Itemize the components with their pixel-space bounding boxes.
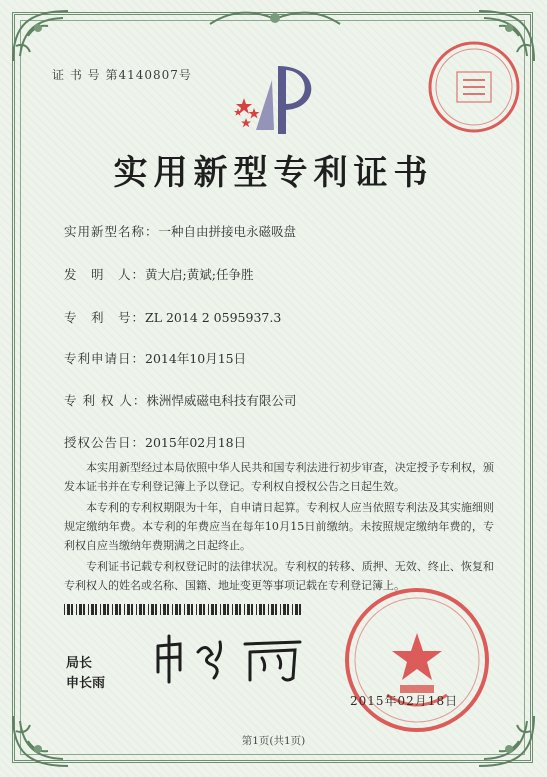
field-value: 黄大启;黄斌;任争胜 — [145, 267, 254, 282]
patent-office-logo-icon — [226, 60, 326, 140]
body-paragraph: 本实用新型经过本局依照中华人民共和国专利法进行初步审查，决定授予专利权，颁发本证书并在专利登记簿上予以登记。专利权自授权公告之日起生效。 — [64, 461, 494, 493]
signer-title: 局长 — [66, 656, 93, 671]
field-label: 专 利 权 人： — [64, 393, 147, 408]
field-label: 实用新型名称： — [64, 224, 159, 239]
signer-name: 申长雨 — [66, 676, 106, 691]
field-value: ZL 2014 2 0595937.3 — [145, 310, 282, 325]
state-ip-office-seal-icon — [342, 585, 492, 735]
top-ornament-icon — [200, 4, 350, 34]
field-utility-name — [64, 222, 296, 240]
certificate-title: 实用新型专利证书 — [113, 153, 434, 193]
handwritten-signature-icon — [150, 632, 310, 687]
body-paragraph: 本专利的专利权期限为十年，自申请日起算。专利权人应当依照专利法及其实施细则规定缴纳年费。本专利的年费应当在每年10月15日前缴纳。未按照规定缴纳年费的，专利权自应当缴纳年费期满之日起终止。 — [64, 501, 494, 552]
field-value: 株洲悍威磁电科技有限公司 — [146, 393, 297, 408]
field-label: 授权公告日： — [64, 435, 146, 450]
field-application-date — [64, 349, 246, 367]
body-paragraph: 专利证书记载专利权登记时的法律状况。专利权的转移、质押、无效、终止、恢复和专利权人的姓名或名称、国籍、地址变更等事项记载在专利登记簿上。 — [64, 560, 494, 592]
field-label: 专利申请日： — [64, 351, 146, 366]
field-value: 2014年10月15日 — [145, 351, 247, 366]
corner-ornament-icon — [8, 6, 78, 66]
certificate-number: 证 书 号 第4140807号 — [52, 68, 192, 82]
field-patentee — [64, 391, 296, 409]
field-label: 专 利 号： — [64, 310, 146, 325]
field-grant-date — [64, 433, 246, 451]
field-value: 一种自由拼接电永磁吸盘 — [158, 224, 297, 239]
seal-date: 2015年02月18日 — [350, 694, 459, 708]
field-patent-number — [64, 308, 281, 326]
field-value: 2015年02月18日 — [145, 435, 247, 450]
top-red-seal-icon — [425, 38, 523, 136]
field-label: 发 明 人： — [64, 267, 146, 282]
certificate-body — [64, 458, 494, 597]
barcode-icon — [64, 604, 304, 615]
field-inventors — [64, 265, 253, 283]
page-footer: 第1页(共1页) — [241, 735, 306, 747]
